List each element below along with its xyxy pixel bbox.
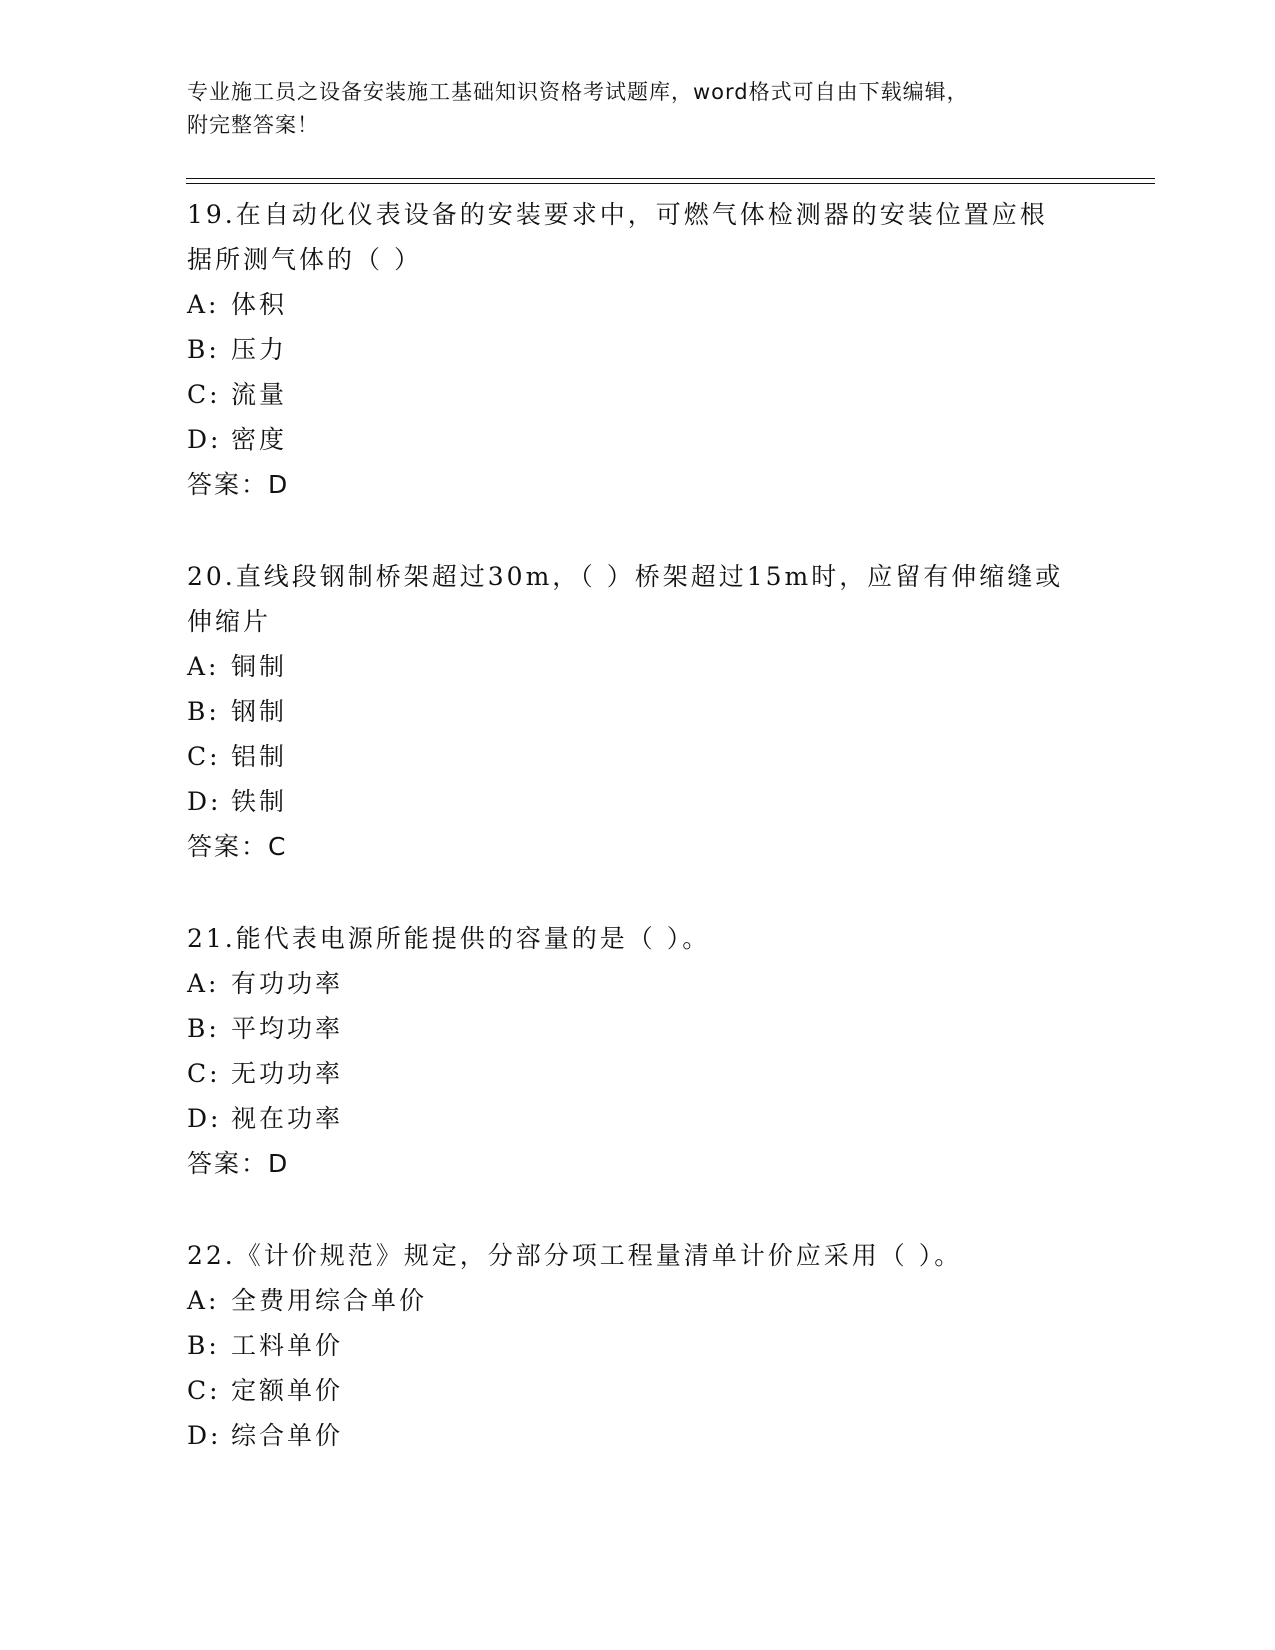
option-c bbox=[187, 1368, 1087, 1413]
option-letter: B: bbox=[187, 1331, 220, 1360]
question-text-line: 20.直线段钢制桥架超过30m，（ ）桥架超过15m时，应留有伸缩缝或 bbox=[187, 562, 1064, 591]
question-spacer bbox=[187, 507, 1087, 554]
option-text: 压力 bbox=[231, 335, 288, 364]
option-text: 视在功率 bbox=[231, 1104, 344, 1133]
question-text-line: 据所测气体的（ ） bbox=[187, 245, 422, 274]
option-a bbox=[187, 961, 1087, 1006]
option-a bbox=[187, 1278, 1087, 1323]
option-letter: C: bbox=[187, 1059, 221, 1088]
option-b bbox=[187, 689, 1087, 734]
header-line-2: 附完整答案！ bbox=[187, 113, 319, 137]
option-b bbox=[187, 327, 1087, 372]
question-list bbox=[187, 192, 1087, 1458]
option-text: 钢制 bbox=[231, 697, 288, 726]
answer-line: 答案：D bbox=[187, 1149, 290, 1178]
question-text-line: 22.《计价规范》规定，分部分项工程量清单计价应采用（ ）。 bbox=[187, 1241, 963, 1270]
question-19 bbox=[187, 192, 1087, 507]
option-letter: D: bbox=[187, 425, 222, 454]
option-a bbox=[187, 282, 1087, 327]
option-b bbox=[187, 1006, 1087, 1051]
question-text-line: 21.能代表电源所能提供的容量的是（ ）。 bbox=[187, 924, 711, 953]
option-letter: B: bbox=[187, 1014, 220, 1043]
question-text-line: 19.在自动化仪表设备的安装要求中，可燃气体检测器的安装位置应根 bbox=[187, 200, 1048, 229]
option-text: 平均功率 bbox=[231, 1014, 344, 1043]
option-letter: B: bbox=[187, 335, 220, 364]
option-text: 工料单价 bbox=[231, 1331, 344, 1360]
option-text: 有功功率 bbox=[231, 969, 344, 998]
option-text: 定额单价 bbox=[231, 1376, 344, 1405]
option-text: 铝制 bbox=[231, 742, 288, 771]
question-22 bbox=[187, 1233, 1087, 1458]
option-b bbox=[187, 1323, 1087, 1368]
document-header bbox=[187, 76, 1067, 142]
header-divider-top bbox=[186, 178, 1155, 179]
header-line-1: 专业施工员之设备安装施工基础知识资格考试题库，word格式可自由下载编辑， bbox=[187, 80, 969, 104]
option-text: 体积 bbox=[231, 290, 288, 319]
option-a bbox=[187, 644, 1087, 689]
option-d bbox=[187, 417, 1087, 462]
option-letter: D: bbox=[187, 1104, 222, 1133]
question-spacer bbox=[187, 1186, 1087, 1233]
question-spacer bbox=[187, 869, 1087, 916]
option-c bbox=[187, 372, 1087, 417]
option-d bbox=[187, 1096, 1087, 1141]
answer-line: 答案：D bbox=[187, 470, 290, 499]
option-letter: A: bbox=[187, 969, 220, 998]
option-d bbox=[187, 779, 1087, 824]
option-letter: C: bbox=[187, 1376, 221, 1405]
option-letter: B: bbox=[187, 697, 220, 726]
option-letter: A: bbox=[187, 652, 220, 681]
question-20 bbox=[187, 554, 1087, 869]
option-text: 综合单价 bbox=[231, 1421, 344, 1450]
header-divider-bottom bbox=[186, 183, 1155, 184]
answer-line: 答案：C bbox=[187, 832, 288, 861]
option-c bbox=[187, 1051, 1087, 1096]
option-text: 铁制 bbox=[231, 787, 288, 816]
option-text: 无功功率 bbox=[231, 1059, 344, 1088]
option-d bbox=[187, 1413, 1087, 1458]
option-text: 铜制 bbox=[231, 652, 288, 681]
question-21 bbox=[187, 916, 1087, 1186]
question-text-line: 伸缩片 bbox=[187, 607, 272, 636]
option-text: 全费用综合单价 bbox=[231, 1286, 428, 1315]
option-text: 密度 bbox=[231, 425, 288, 454]
option-c bbox=[187, 734, 1087, 779]
option-text: 流量 bbox=[231, 380, 288, 409]
option-letter: D: bbox=[187, 1421, 222, 1450]
option-letter: C: bbox=[187, 742, 221, 771]
option-letter: A: bbox=[187, 1286, 220, 1315]
option-letter: C: bbox=[187, 380, 221, 409]
option-letter: D: bbox=[187, 787, 222, 816]
option-letter: A: bbox=[187, 290, 220, 319]
